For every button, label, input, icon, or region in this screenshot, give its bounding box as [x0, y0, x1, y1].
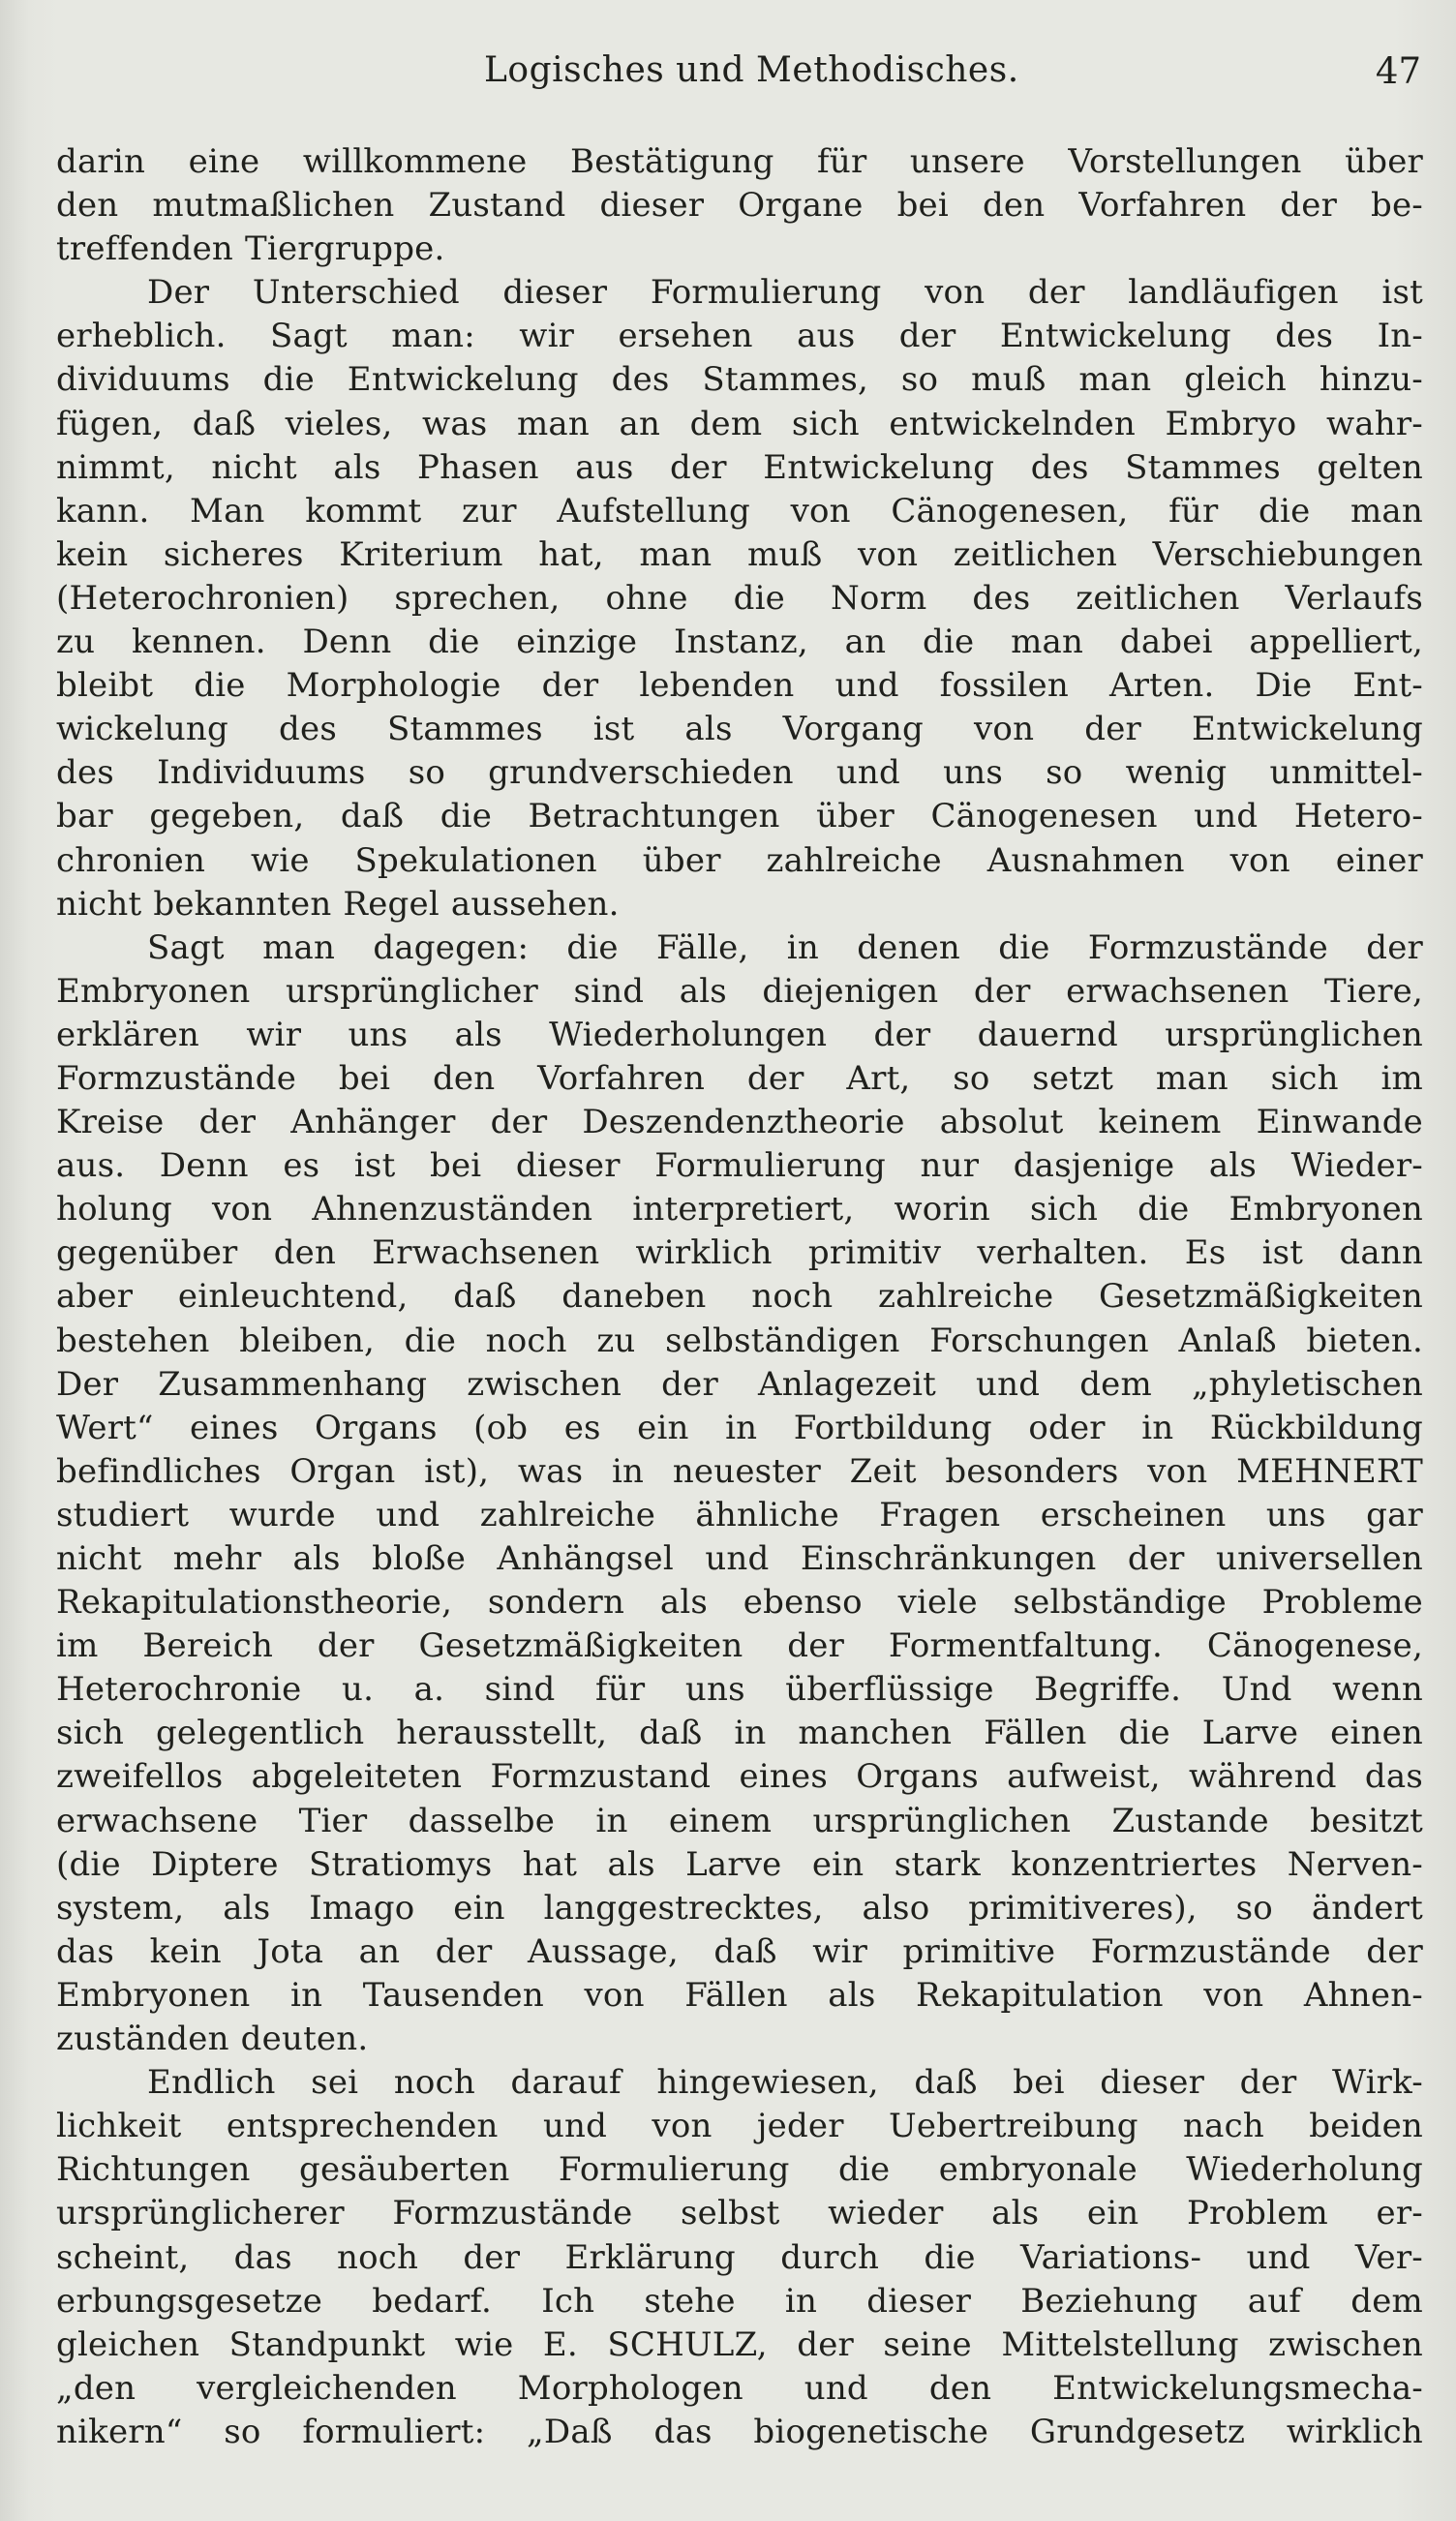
text-line: gleichen Standpunkt wie E. SCHULZ, der seine Mittelstellung zwischen — [56, 2324, 1423, 2364]
text-line: Embryonen in Tausenden von Fällen als Rekapitulation von Ahnen- — [56, 1975, 1423, 2015]
page-header — [56, 50, 1421, 99]
text-line: holung von Ahnenzuständen interpretiert, worin sich die Embryonen — [56, 1190, 1423, 1230]
text-line: nicht mehr als bloße Anhängsel und Einschränkungen der universellen — [56, 1539, 1423, 1578]
text-line: bar gegeben, daß die Betrachtungen über Cänogenesen und Hetero- — [56, 797, 1423, 836]
text-line: lichkeit entsprechenden und von jeder Uebertreibung nach beiden — [56, 2107, 1423, 2146]
text-line: wickelung des Stammes ist als Vorgang von der Entwickelung — [56, 710, 1423, 749]
text-line: Rekapitulationstheorie, sondern als ebenso viele selbständige Probleme — [56, 1583, 1423, 1623]
text-line: zweifellos abgeleiteten Formzustand eines Organs aufweist, während das — [56, 1757, 1423, 1797]
text-line: den mutmaßlichen Zustand dieser Organe bei den Vorfahren der be- — [56, 186, 1423, 226]
text-line: scheint, das noch der Erklärung durch die Variations- und Ver- — [56, 2237, 1423, 2277]
running-head: Logisches und Methodisches. — [484, 50, 1019, 90]
paragraph-first-line: Endlich sei noch darauf hingewiesen, daß bei dieser der Wirk- — [147, 2063, 1423, 2103]
text-line: ursprünglicherer Formzustände selbst wieder als ein Problem er- — [56, 2194, 1423, 2233]
text-line: zuständen deuten. — [56, 2020, 369, 2059]
text-line: erbungsgesetze bedarf. Ich stehe in dieser Beziehung auf dem — [56, 2281, 1423, 2321]
text-line: fügen, daß vieles, was man an dem sich entwickelnden Embryo wahr- — [56, 404, 1423, 443]
text-line: im Bereich der Gesetzmäßigkeiten der Formentfaltung. Cänogenese, — [56, 1626, 1423, 1666]
text-line: Wert“ eines Organs (ob es ein in Fortbildung oder in Rückbildung — [56, 1408, 1423, 1447]
text-line: erwachsene Tier dasselbe in einem ursprünglichen Zustande besitzt — [56, 1801, 1423, 1840]
text-line: aber einleuchtend, daß daneben noch zahlreiche Gesetzmäßigkeiten — [56, 1277, 1423, 1317]
text-line: chronien wie Spekulationen über zahlreiche Ausnahmen von einer — [56, 840, 1423, 880]
text-line: „den vergleichenden Morphologen und den Entwickelungsmecha- — [56, 2368, 1423, 2408]
paragraph-first-line: Sagt man dagegen: die Fälle, in denen die Formzustände der — [147, 927, 1423, 967]
text-line: nicht bekannten Regel aussehen. — [56, 884, 620, 924]
text-line: zu kennen. Denn die einzige Instanz, an die man dabei appelliert, — [56, 623, 1423, 662]
text-line: Heterochronie u. a. sind für uns überflüssige Begriffe. Und wenn — [56, 1670, 1423, 1710]
paragraph-first-line: Der Unterschied dieser Formulierung von der landläufigen ist — [147, 273, 1423, 313]
text-line: kein sicheres Kriterium hat, man muß von zeitlichen Verschiebungen — [56, 534, 1423, 574]
body-text — [56, 140, 1423, 2454]
text-line: befindliches Organ ist), was in neuester Zeit besonders von MEHNERT — [56, 1451, 1423, 1491]
text-line: Embryonen ursprünglicher sind als diejenigen der erwachsenen Tiere, — [56, 971, 1423, 1011]
text-line: (die Diptere Stratiomys hat als Larve ein stark konzentriertes Nerven- — [56, 1844, 1423, 1884]
text-line: das kein Jota an der Aussage, daß wir primitive Formzustände der — [56, 1931, 1423, 1971]
text-line: bestehen bleiben, die noch zu selbständigen Forschungen Anlaß bieten. — [56, 1321, 1423, 1360]
text-line: sich gelegentlich herausstellt, daß in manchen Fällen die Larve einen — [56, 1714, 1423, 1753]
text-line: kann. Man kommt zur Aufstellung von Cänogenesen, für die man — [56, 491, 1423, 531]
text-line: nikern“ so formuliert: „Daß das biogenetische Grundgesetz wirklich — [56, 2412, 1423, 2451]
text-line: system, als Imago ein langgestrecktes, also primitiveres), so ändert — [56, 1888, 1423, 1928]
text-line: Kreise der Anhänger der Deszendenztheorie absolut keinem Einwande — [56, 1103, 1423, 1142]
text-line: dividuums die Entwickelung des Stammes, so muß man gleich hinzu- — [56, 360, 1423, 400]
text-line: bleibt die Morphologie der lebenden und fossilen Arten. Die Ent- — [56, 666, 1423, 706]
text-line: studiert wurde und zahlreiche ähnliche Fragen erscheinen uns gar — [56, 1495, 1423, 1534]
text-line: gegenüber den Erwachsenen wirklich primitiv verhalten. Es ist dann — [56, 1233, 1423, 1273]
text-line: Richtungen gesäuberten Formulierung die embryonale Wiederholung — [56, 2150, 1423, 2190]
text-line: Formzustände bei den Vorfahren der Art, so setzt man sich im — [56, 1058, 1423, 1098]
text-line: erklären wir uns als Wiederholungen der dauernd ursprünglichen — [56, 1015, 1423, 1054]
text-line: erheblich. Sagt man: wir ersehen aus der Entwickelung des In- — [56, 317, 1423, 356]
page-number: 47 — [1375, 50, 1421, 92]
text-line: Der Zusammenhang zwischen der Anlagezeit und dem „phyletischen — [56, 1364, 1423, 1404]
text-line: aus. Denn es ist bei dieser Formulierung nur dasjenige als Wieder- — [56, 1146, 1423, 1186]
text-line: nimmt, nicht als Phasen aus der Entwickelung des Stammes gelten — [56, 447, 1423, 487]
text-line: treffenden Tiergruppe. — [56, 229, 445, 269]
text-line: (Heterochronien) sprechen, ohne die Norm des zeitlichen Verlaufs — [56, 578, 1423, 618]
text-line: des Individuums so grundverschieden und uns so wenig unmittel- — [56, 753, 1423, 793]
text-line: darin eine willkommene Bestätigung für unsere Vorstellungen über — [56, 142, 1423, 181]
